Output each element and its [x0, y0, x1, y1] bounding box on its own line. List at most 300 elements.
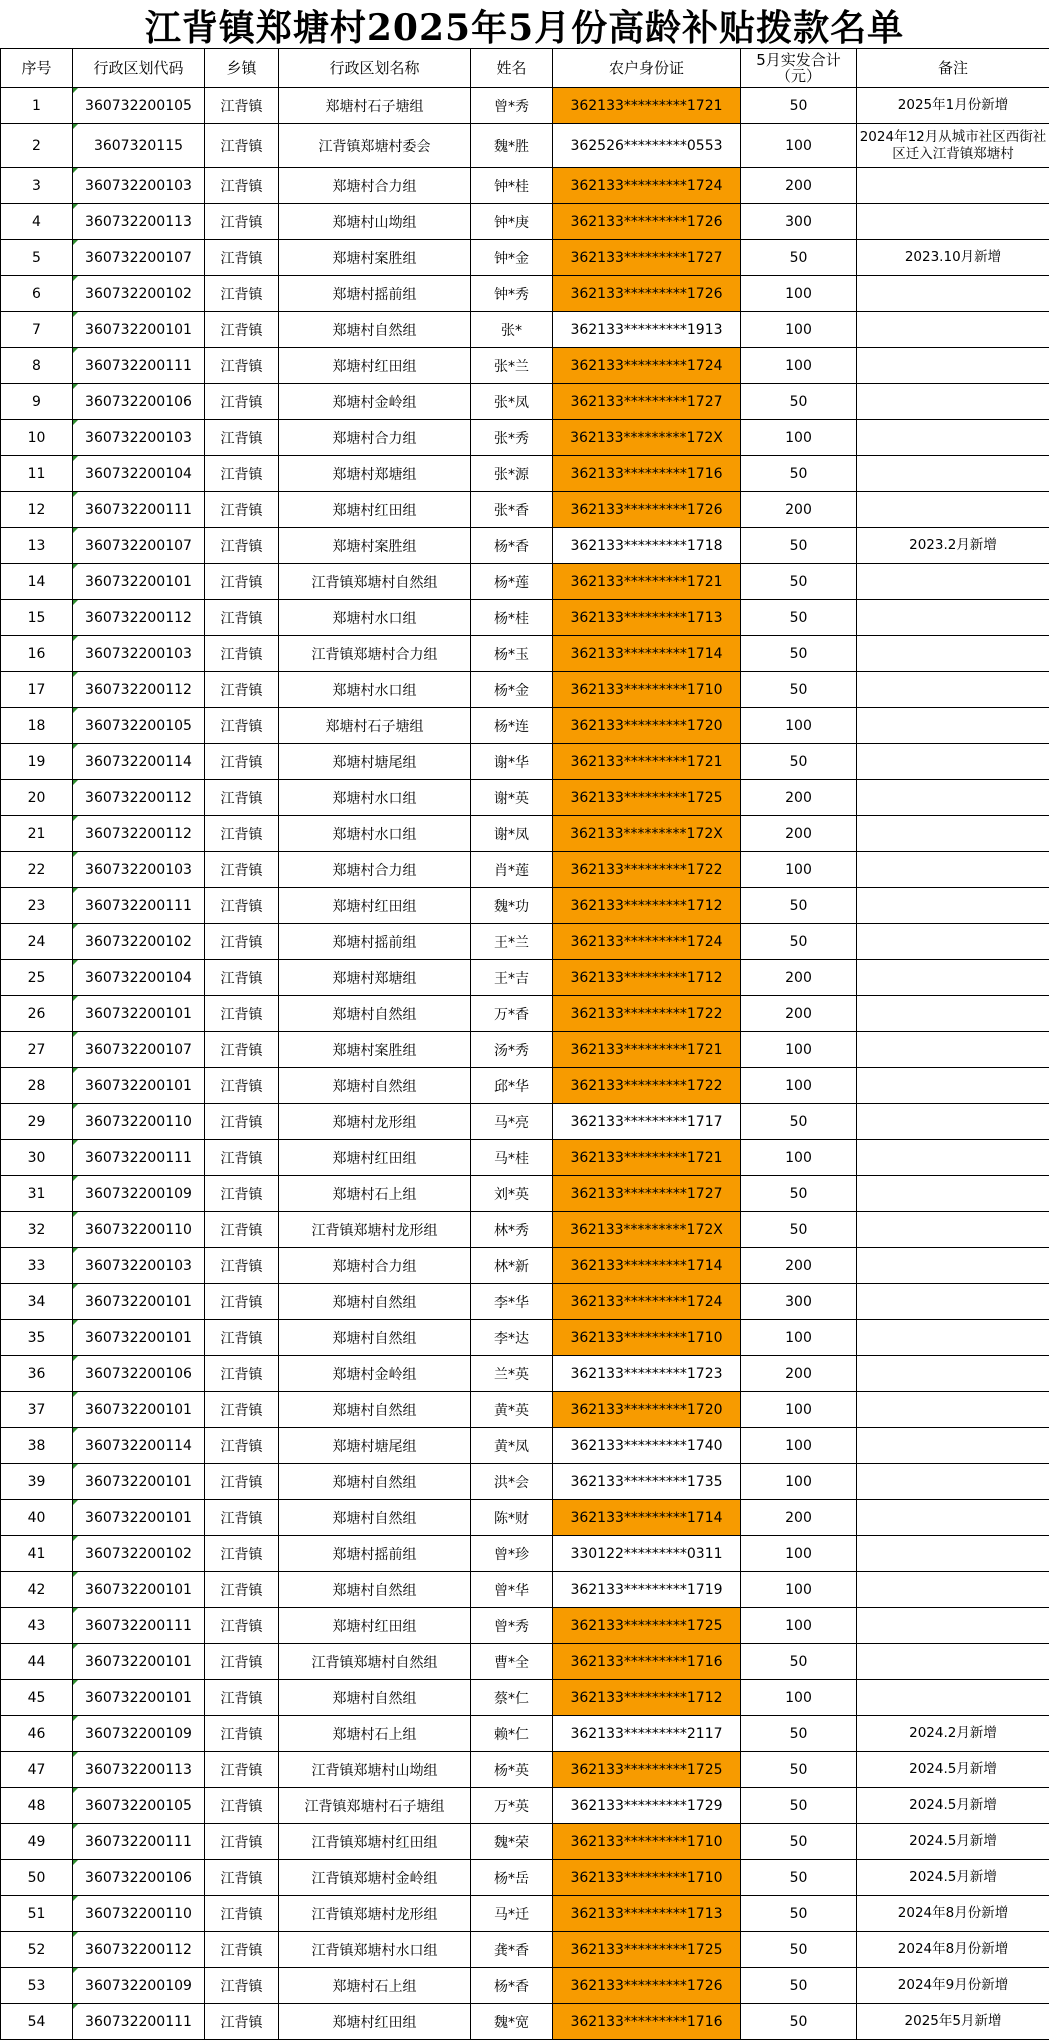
row-note-cell	[857, 780, 1049, 816]
table-body	[1, 88, 1049, 2040]
row-index-cell: 45	[1, 1680, 73, 1716]
row-note-cell	[857, 816, 1049, 852]
row-id-cell: 362133*********1716	[553, 2004, 741, 2040]
row-note-cell	[857, 1320, 1049, 1356]
row-amount-cell: 50	[741, 744, 857, 780]
row-index-cell: 3	[1, 168, 73, 204]
row-id-cell: 362133*********1725	[553, 1932, 741, 1968]
row-town-cell: 江背镇	[205, 780, 279, 816]
row-town-cell: 江背镇	[205, 1212, 279, 1248]
row-index-cell: 26	[1, 996, 73, 1032]
row-id-cell: 362133*********1720	[553, 708, 741, 744]
row-id-cell: 362133*********1735	[553, 1464, 741, 1500]
row-note-cell	[857, 1536, 1049, 1572]
row-code-cell: 360732200111	[73, 1140, 205, 1176]
row-name-cell: 钟*庚	[471, 204, 553, 240]
row-index-cell: 24	[1, 924, 73, 960]
table-row	[1, 1068, 1049, 1104]
row-amount-cell: 100	[741, 124, 857, 168]
row-town-cell: 江背镇	[205, 1320, 279, 1356]
row-id-cell: 362133*********1720	[553, 1392, 741, 1428]
row-area-cell: 郑塘村自然组	[279, 1572, 471, 1608]
row-area-cell: 江背镇郑塘村龙形组	[279, 1896, 471, 1932]
row-note-cell	[857, 312, 1049, 348]
row-index-cell: 2	[1, 124, 73, 168]
row-name-cell: 杨*玉	[471, 636, 553, 672]
row-name-cell: 马*亮	[471, 1104, 553, 1140]
row-amount-cell: 50	[741, 2004, 857, 2040]
row-code-cell: 360732200111	[73, 348, 205, 384]
row-amount-cell: 100	[741, 708, 857, 744]
row-code-cell: 360732200109	[73, 1176, 205, 1212]
table-row	[1, 384, 1049, 420]
row-name-cell: 汤*秀	[471, 1032, 553, 1068]
row-id-cell: 362133*********1716	[553, 1644, 741, 1680]
row-amount-cell: 100	[741, 1320, 857, 1356]
row-area-cell: 郑塘村龙形组	[279, 1104, 471, 1140]
row-area-cell: 江背镇郑塘村自然组	[279, 1644, 471, 1680]
row-amount-cell: 50	[741, 456, 857, 492]
row-id-cell: 362133*********1721	[553, 88, 741, 124]
row-code-cell: 360732200101	[73, 312, 205, 348]
row-code-cell: 360732200101	[73, 1500, 205, 1536]
row-note-cell	[857, 1176, 1049, 1212]
row-amount-cell: 50	[741, 240, 857, 276]
row-index-cell: 47	[1, 1752, 73, 1788]
row-id-cell: 362133*********1721	[553, 1032, 741, 1068]
table-row	[1, 564, 1049, 600]
header-code: 行政区划代码	[73, 49, 205, 88]
row-id-cell: 362133*********1716	[553, 456, 741, 492]
row-id-cell: 362133*********1726	[553, 1968, 741, 2004]
row-amount-cell: 200	[741, 492, 857, 528]
header-amount-line2: （元）	[741, 68, 856, 84]
row-name-cell: 谢*华	[471, 744, 553, 780]
row-name-cell: 杨*金	[471, 672, 553, 708]
row-code-cell: 360732200112	[73, 672, 205, 708]
row-index-cell: 32	[1, 1212, 73, 1248]
row-amount-cell: 50	[741, 1932, 857, 1968]
row-area-cell: 郑塘村案胜组	[279, 240, 471, 276]
row-index-cell: 35	[1, 1320, 73, 1356]
row-name-cell: 黄*凤	[471, 1428, 553, 1464]
table-row	[1, 600, 1049, 636]
row-amount-cell: 100	[741, 1464, 857, 1500]
row-id-cell: 362133*********1710	[553, 672, 741, 708]
row-area-cell: 郑塘村自然组	[279, 1068, 471, 1104]
row-town-cell: 江背镇	[205, 276, 279, 312]
row-town-cell: 江背镇	[205, 1464, 279, 1500]
row-code-cell: 360732200105	[73, 88, 205, 124]
row-note-cell	[857, 564, 1049, 600]
table-row	[1, 1392, 1049, 1428]
row-note-cell	[857, 1464, 1049, 1500]
row-index-cell: 44	[1, 1644, 73, 1680]
row-code-cell: 360732200103	[73, 852, 205, 888]
table-row	[1, 924, 1049, 960]
row-id-cell: 362133*********1722	[553, 1068, 741, 1104]
row-id-cell: 362133*********1712	[553, 1680, 741, 1716]
table-row	[1, 996, 1049, 1032]
row-town-cell: 江背镇	[205, 348, 279, 384]
row-note-cell: 2024年9月份新增	[857, 1968, 1049, 2004]
row-note-cell	[857, 636, 1049, 672]
row-index-cell: 27	[1, 1032, 73, 1068]
table-row	[1, 1428, 1049, 1464]
row-id-cell: 362133*********1726	[553, 204, 741, 240]
row-amount-cell: 300	[741, 1284, 857, 1320]
row-name-cell: 赖*仁	[471, 1716, 553, 1752]
row-town-cell: 江背镇	[205, 204, 279, 240]
row-note-cell	[857, 924, 1049, 960]
row-id-cell: 362133*********1714	[553, 636, 741, 672]
row-amount-cell: 50	[741, 1644, 857, 1680]
row-note-cell	[857, 1104, 1049, 1140]
row-index-cell: 43	[1, 1608, 73, 1644]
header-town: 乡镇	[205, 49, 279, 88]
row-town-cell: 江背镇	[205, 744, 279, 780]
row-area-cell: 郑塘村金岭组	[279, 1356, 471, 1392]
row-index-cell: 30	[1, 1140, 73, 1176]
row-note-cell	[857, 888, 1049, 924]
row-area-cell: 郑塘村塘尾组	[279, 744, 471, 780]
row-note-cell: 2024.5月新增	[857, 1788, 1049, 1824]
row-amount-cell: 50	[741, 528, 857, 564]
row-id-cell: 362133*********1713	[553, 600, 741, 636]
row-code-cell: 360732200101	[73, 1392, 205, 1428]
row-amount-cell: 100	[741, 276, 857, 312]
row-index-cell: 21	[1, 816, 73, 852]
row-name-cell: 曾*秀	[471, 1608, 553, 1644]
row-amount-cell: 50	[741, 600, 857, 636]
row-town-cell: 江背镇	[205, 1896, 279, 1932]
row-amount-cell: 50	[741, 1176, 857, 1212]
row-index-cell: 16	[1, 636, 73, 672]
row-area-cell: 郑塘村金岭组	[279, 384, 471, 420]
row-amount-cell: 100	[741, 852, 857, 888]
row-area-cell: 郑塘村合力组	[279, 420, 471, 456]
row-index-cell: 54	[1, 2004, 73, 2040]
row-index-cell: 6	[1, 276, 73, 312]
row-area-cell: 江背镇郑塘村委会	[279, 124, 471, 168]
row-id-cell: 362133*********1721	[553, 744, 741, 780]
row-area-cell: 江背镇郑塘村石子塘组	[279, 1788, 471, 1824]
row-name-cell: 张*凤	[471, 384, 553, 420]
row-code-cell: 360732200114	[73, 1428, 205, 1464]
table-row	[1, 780, 1049, 816]
row-amount-cell: 100	[741, 1428, 857, 1464]
header-area: 行政区划名称	[279, 49, 471, 88]
table-row	[1, 1644, 1049, 1680]
row-note-cell	[857, 348, 1049, 384]
row-id-cell: 362133*********1726	[553, 276, 741, 312]
row-index-cell: 20	[1, 780, 73, 816]
row-area-cell: 郑塘村摇前组	[279, 276, 471, 312]
row-town-cell: 江背镇	[205, 88, 279, 124]
row-id-cell: 362133*********1729	[553, 1788, 741, 1824]
row-amount-cell: 50	[741, 384, 857, 420]
table-row	[1, 1896, 1049, 1932]
row-area-cell: 郑塘村红田组	[279, 1140, 471, 1176]
row-id-cell: 330122*********0311	[553, 1536, 741, 1572]
row-note-cell	[857, 204, 1049, 240]
row-town-cell: 江背镇	[205, 708, 279, 744]
row-name-cell: 陈*财	[471, 1500, 553, 1536]
row-name-cell: 王*吉	[471, 960, 553, 996]
row-name-cell: 邱*华	[471, 1068, 553, 1104]
table-row	[1, 1536, 1049, 1572]
row-name-cell: 王*兰	[471, 924, 553, 960]
table-row	[1, 204, 1049, 240]
table-row	[1, 888, 1049, 924]
row-area-cell: 郑塘村案胜组	[279, 528, 471, 564]
row-code-cell: 360732200101	[73, 1320, 205, 1356]
row-area-cell: 郑塘村水口组	[279, 672, 471, 708]
row-amount-cell: 50	[741, 1752, 857, 1788]
table-row	[1, 1248, 1049, 1284]
table-row	[1, 1968, 1049, 2004]
row-amount-cell: 100	[741, 348, 857, 384]
row-area-cell: 郑塘村自然组	[279, 1680, 471, 1716]
table-row	[1, 1284, 1049, 1320]
row-note-cell	[857, 1608, 1049, 1644]
row-code-cell: 360732200101	[73, 996, 205, 1032]
row-amount-cell: 50	[741, 1968, 857, 2004]
row-note-cell	[857, 1680, 1049, 1716]
row-name-cell: 杨*英	[471, 1752, 553, 1788]
row-note-cell	[857, 852, 1049, 888]
row-note-cell	[857, 1284, 1049, 1320]
row-id-cell: 362133*********1725	[553, 780, 741, 816]
header-row	[1, 49, 1049, 88]
row-id-cell: 362133*********2117	[553, 1716, 741, 1752]
table-row	[1, 1356, 1049, 1392]
row-area-cell: 郑塘村石上组	[279, 1716, 471, 1752]
row-index-cell: 51	[1, 1896, 73, 1932]
row-amount-cell: 50	[741, 636, 857, 672]
table-row	[1, 1860, 1049, 1896]
row-code-cell: 360732200101	[73, 1464, 205, 1500]
row-id-cell: 362133*********1710	[553, 1824, 741, 1860]
row-index-cell: 42	[1, 1572, 73, 1608]
table-row	[1, 1140, 1049, 1176]
row-note-cell: 2024.5月新增	[857, 1752, 1049, 1788]
row-id-cell: 362133*********1725	[553, 1752, 741, 1788]
row-name-cell: 曹*全	[471, 1644, 553, 1680]
row-town-cell: 江背镇	[205, 924, 279, 960]
row-note-cell	[857, 1572, 1049, 1608]
row-town-cell: 江背镇	[205, 636, 279, 672]
row-name-cell: 万*香	[471, 996, 553, 1032]
row-town-cell: 江背镇	[205, 1392, 279, 1428]
row-town-cell: 江背镇	[205, 420, 279, 456]
table-row	[1, 852, 1049, 888]
row-code-cell: 360732200107	[73, 240, 205, 276]
row-name-cell: 林*秀	[471, 1212, 553, 1248]
row-code-cell: 360732200106	[73, 384, 205, 420]
row-code-cell: 360732200111	[73, 1608, 205, 1644]
row-note-cell	[857, 1644, 1049, 1680]
table-row	[1, 1464, 1049, 1500]
row-note-cell: 2023.2月新增	[857, 528, 1049, 564]
row-area-cell: 江背镇郑塘村水口组	[279, 1932, 471, 1968]
row-amount-cell: 50	[741, 924, 857, 960]
row-town-cell: 江背镇	[205, 1032, 279, 1068]
table-row	[1, 168, 1049, 204]
row-id-cell: 362133*********1740	[553, 1428, 741, 1464]
row-name-cell: 钟*秀	[471, 276, 553, 312]
row-amount-cell: 100	[741, 1680, 857, 1716]
row-area-cell: 郑塘村摇前组	[279, 924, 471, 960]
row-code-cell: 360732200110	[73, 1104, 205, 1140]
row-area-cell: 郑塘村石上组	[279, 1968, 471, 2004]
table-row	[1, 1572, 1049, 1608]
row-area-cell: 郑塘村红田组	[279, 2004, 471, 2040]
row-code-cell: 360732200111	[73, 1824, 205, 1860]
table-row	[1, 420, 1049, 456]
row-index-cell: 4	[1, 204, 73, 240]
row-area-cell: 郑塘村水口组	[279, 600, 471, 636]
row-area-cell: 江背镇郑塘村龙形组	[279, 1212, 471, 1248]
row-name-cell: 魏*宽	[471, 2004, 553, 2040]
row-town-cell: 江背镇	[205, 1140, 279, 1176]
row-code-cell: 360732200105	[73, 708, 205, 744]
row-index-cell: 37	[1, 1392, 73, 1428]
row-name-cell: 刘*英	[471, 1176, 553, 1212]
row-name-cell: 杨*桂	[471, 600, 553, 636]
row-town-cell: 江背镇	[205, 168, 279, 204]
row-note-cell	[857, 1356, 1049, 1392]
row-id-cell: 362133*********1722	[553, 852, 741, 888]
row-amount-cell: 300	[741, 204, 857, 240]
row-name-cell: 谢*凤	[471, 816, 553, 852]
row-code-cell: 360732200101	[73, 1284, 205, 1320]
row-index-cell: 17	[1, 672, 73, 708]
table-row	[1, 240, 1049, 276]
row-town-cell: 江背镇	[205, 1536, 279, 1572]
table-row	[1, 1716, 1049, 1752]
row-index-cell: 14	[1, 564, 73, 600]
row-index-cell: 31	[1, 1176, 73, 1212]
table-row	[1, 88, 1049, 124]
row-amount-cell: 200	[741, 780, 857, 816]
row-town-cell: 江背镇	[205, 888, 279, 924]
row-area-cell: 江背镇郑塘村合力组	[279, 636, 471, 672]
row-code-cell: 360732200113	[73, 204, 205, 240]
row-town-cell: 江背镇	[205, 492, 279, 528]
row-id-cell: 362133*********1727	[553, 384, 741, 420]
row-code-cell: 360732200103	[73, 1248, 205, 1284]
row-name-cell: 龚*香	[471, 1932, 553, 1968]
row-area-cell: 江背镇郑塘村红田组	[279, 1824, 471, 1860]
row-town-cell: 江背镇	[205, 1824, 279, 1860]
row-code-cell: 360732200113	[73, 1752, 205, 1788]
table-row	[1, 348, 1049, 384]
row-code-cell: 360732200107	[73, 528, 205, 564]
row-note-cell: 2024.5月新增	[857, 1824, 1049, 1860]
row-index-cell: 50	[1, 1860, 73, 1896]
row-note-cell	[857, 276, 1049, 312]
row-town-cell: 江背镇	[205, 1356, 279, 1392]
row-town-cell: 江背镇	[205, 1572, 279, 1608]
row-name-cell: 张*兰	[471, 348, 553, 384]
row-town-cell: 江背镇	[205, 1500, 279, 1536]
row-index-cell: 49	[1, 1824, 73, 1860]
row-name-cell: 杨*香	[471, 1968, 553, 2004]
row-note-cell	[857, 456, 1049, 492]
table-row	[1, 1500, 1049, 1536]
row-note-cell	[857, 708, 1049, 744]
row-code-cell: 360732200110	[73, 1212, 205, 1248]
row-name-cell: 黄*英	[471, 1392, 553, 1428]
row-code-cell: 360732200103	[73, 420, 205, 456]
row-town-cell: 江背镇	[205, 456, 279, 492]
row-name-cell: 李*达	[471, 1320, 553, 1356]
row-index-cell: 7	[1, 312, 73, 348]
row-town-cell: 江背镇	[205, 312, 279, 348]
table-row	[1, 1320, 1049, 1356]
row-code-cell: 360732200114	[73, 744, 205, 780]
row-area-cell: 郑塘村红田组	[279, 492, 471, 528]
row-id-cell: 362133*********1710	[553, 1860, 741, 1896]
row-code-cell: 3607320115	[73, 124, 205, 168]
row-name-cell: 魏*荣	[471, 1824, 553, 1860]
row-index-cell: 8	[1, 348, 73, 384]
row-amount-cell: 50	[741, 1104, 857, 1140]
row-index-cell: 39	[1, 1464, 73, 1500]
row-note-cell	[857, 1140, 1049, 1176]
row-area-cell: 郑塘村石子塘组	[279, 88, 471, 124]
row-note-cell	[857, 168, 1049, 204]
row-id-cell: 362133*********172X	[553, 1212, 741, 1248]
row-note-cell	[857, 492, 1049, 528]
table-row	[1, 1788, 1049, 1824]
row-amount-cell: 100	[741, 312, 857, 348]
row-town-cell: 江背镇	[205, 1644, 279, 1680]
row-town-cell: 江背镇	[205, 240, 279, 276]
row-index-cell: 28	[1, 1068, 73, 1104]
row-id-cell: 362133*********172X	[553, 420, 741, 456]
row-amount-cell: 200	[741, 1248, 857, 1284]
row-area-cell: 郑塘村合力组	[279, 1248, 471, 1284]
row-area-cell: 江背镇郑塘村金岭组	[279, 1860, 471, 1896]
row-note-cell	[857, 1032, 1049, 1068]
row-town-cell: 江背镇	[205, 528, 279, 564]
row-index-cell: 36	[1, 1356, 73, 1392]
row-town-cell: 江背镇	[205, 124, 279, 168]
row-name-cell: 魏*功	[471, 888, 553, 924]
row-note-cell: 2024年8月份新增	[857, 1896, 1049, 1932]
row-amount-cell: 100	[741, 1140, 857, 1176]
row-note-cell: 2025年5月新增	[857, 2004, 1049, 2040]
row-name-cell: 杨*香	[471, 528, 553, 564]
row-area-cell: 郑塘村红田组	[279, 1608, 471, 1644]
row-id-cell: 362133*********1723	[553, 1356, 741, 1392]
row-code-cell: 360732200109	[73, 1968, 205, 2004]
table-row	[1, 2004, 1049, 2040]
table-row	[1, 312, 1049, 348]
row-area-cell: 郑塘村塘尾组	[279, 1428, 471, 1464]
row-id-cell: 362133*********1710	[553, 1320, 741, 1356]
row-code-cell: 360732200112	[73, 816, 205, 852]
row-area-cell: 郑塘村水口组	[279, 780, 471, 816]
row-code-cell: 360732200102	[73, 924, 205, 960]
row-code-cell: 360732200111	[73, 492, 205, 528]
row-town-cell: 江背镇	[205, 1752, 279, 1788]
row-town-cell: 江背镇	[205, 852, 279, 888]
row-town-cell: 江背镇	[205, 564, 279, 600]
row-name-cell: 马*桂	[471, 1140, 553, 1176]
